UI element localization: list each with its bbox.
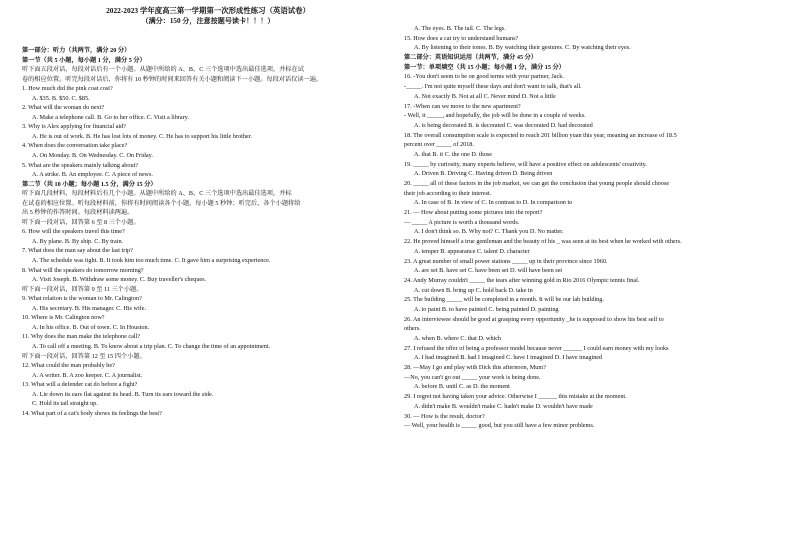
right-line: 21. — How about putting some pictures into the report? <box>404 209 543 217</box>
right-line: 20. _____ all of these factors in the job market, we can get the conclusion that young people should choose <box>404 180 670 187</box>
right-line: 18. The overall consumption scale is expected to reach 201 billion yuan this year, meaning an increase of 18.5 <box>404 131 677 139</box>
right-line: 19. _____ by curiosity, many experts believe, will have a positive effect on adolescents' creativity. <box>404 160 647 168</box>
left-line: 2. What will the woman do next? <box>22 104 105 112</box>
left-line: A. Lie down its ears flat against its head. B. Turn its ears toward the side. <box>32 390 214 398</box>
left-line: 13. What will a defender cat do before a fight? <box>22 381 138 389</box>
right-line: 22. He proved himself a true gentleman and the beauty of his _ was seen at its best when he worked with others. <box>404 238 682 246</box>
left-line: 7. What does the man say about the last trip? <box>22 247 133 255</box>
left-line: 听下面一段对话，回答第 12 至 15 四个小题。 <box>22 352 146 360</box>
left-line: A. Make a telephone call. B. Go to her office. C. Visit a library. <box>32 113 189 121</box>
right-line: their job according to their interest. <box>404 189 492 197</box>
left-line: 11. Why does the man make the telephone call? <box>22 333 141 341</box>
right-line: 第一节：单项填空（共 15 小题；每小题 1 分，满分 15 分） <box>404 63 565 71</box>
right-line: 26. An interviewee should be good at grasping every opportunity _he is supposed to show his best self to <box>404 315 664 323</box>
right-line: A. By listening to their tones. B. By watching their gestures. C. By watching their eyes. <box>414 44 631 52</box>
right-line: 23. A great number of small power stations _____ up in their province since 1960. <box>404 257 608 265</box>
left-line: 听下面一段对话，回答第 6 至 8 三个小题。 <box>22 218 140 226</box>
left-line: 6. How will the speakers travel this time? <box>22 228 125 236</box>
left-line: 第一节（共 5 小题，每小题 1 分，满分 5 分） <box>22 56 146 64</box>
right-line: - Well, it _____, and hopefully, the job will be done in a couple of weeks. <box>404 112 586 120</box>
left-line: 在试卷的相应位置。听每段材料前，你将有时间阅读各个小题，每小题 5 秒钟；听完后，各个小题将给 <box>22 199 301 207</box>
left-line: 14. What part of a cat's body shows its feelings the best? <box>22 409 162 417</box>
left-line: 3. Why is Alex applying for financial aid? <box>22 123 127 131</box>
right-line: A. are set B. have set C. have been set D. will have been set <box>414 267 563 275</box>
right-line: A. cut down B. bring up C. hold back D. take in <box>414 286 533 294</box>
left-line: A. $35. B. $50. C. $85. <box>32 94 90 102</box>
right-line: 17. -When can we move to the new apartment? <box>404 102 521 110</box>
left-line: 听下面几段材料，每段材料后有几个小题。从题中所给的 A、B、C 三个选项中选出最佳选项，并标 <box>22 190 292 198</box>
left-line: 9. What relation is the woman to Mr. Calington? <box>22 295 142 303</box>
left-line: 4. When does the conversation take place? <box>22 142 128 150</box>
right-lines <box>404 24 774 431</box>
exam-subtitle: （满分：150 分，注意按题号读卡！！！） <box>141 17 275 25</box>
right-line: — _____ A picture is worth a thousand words. <box>404 218 520 226</box>
left-line: A. A writer. B. A zoo keeper. C. A journalist. <box>32 371 143 379</box>
left-line: A. The schedule was tight. B. It took him too much time. C. It gave him a surprising experience. <box>32 257 271 265</box>
left-line: 出 5 秒钟的作答时间。每段材料读两遍。 <box>22 209 134 217</box>
left-line: A. By plane. B. By ship. C. By train. <box>32 237 124 245</box>
left-line: 8. What will the speakers do tomorrow morning? <box>22 266 144 274</box>
right-line: A. before B. until C. as D. the moment <box>414 383 510 391</box>
left-line: 12. What could the man probably be? <box>22 362 115 370</box>
right-line: 16. -You don't seem to be on good terms with your partner, Jack. <box>404 73 564 81</box>
left-line: 听下面五段对话，每段对话后有一个小题。从题中所给的 A、B、C 三个选项中选出最佳选项，并标在试 <box>22 66 304 74</box>
right-line: 28. —May I go and play with Dick this afternoon, Mum? <box>404 364 546 372</box>
left-line: A. A strike. B. An employee. C. A piece of news. <box>32 171 153 179</box>
right-line: A. didn't make B. wouldn't make C. hadn't make D. wouldn't have made <box>414 402 593 410</box>
left-line: C. Hold its tail straight up. <box>32 400 98 408</box>
exam-title: 2022-2023 学年度高三第一学期第一次形成性练习（英语试卷） <box>106 6 310 15</box>
right-line: A. to paint B. to have painted C. being painted D. painting <box>414 305 559 313</box>
left-line: 第二节（共 10 小题；每小题 1.5 分，满分 15 分） <box>22 180 157 188</box>
right-line: A. I don't think so. B. Why not? C. Thank you D. No matter. <box>414 228 564 236</box>
right-line: A. that B. it C. the one D. those <box>414 150 493 158</box>
right-line: — Well, your health is _____ good, but you still have a few minor problems. <box>404 422 595 430</box>
right-line: percent over _____ of 2018. <box>404 141 474 149</box>
right-line: 30. — How is the result, doctor? <box>404 412 485 420</box>
left-line: A. He is out of work. B. He has lost lots of money. C. He has to support his little brother. <box>32 132 252 140</box>
right-line: others. <box>404 325 421 333</box>
left-line: A. His secretary. B. His manager. C. His wife. <box>32 304 147 312</box>
right-line: A. when B. where C. that D. which <box>414 335 502 342</box>
left-line: A. Visit Joseph. B. Withdraw some money. C. Buy traveller's cheques. <box>32 276 207 284</box>
left-line: 10. Where is Mr. Calington now? <box>22 314 105 322</box>
left-lines <box>22 46 394 418</box>
right-line: -_____. I'm not quite myself these days and don't want to talk, that's all. <box>404 83 582 91</box>
left-line: A. To call off a meeting. B. To know about a trip plan. C. To change the time of an appointment. <box>32 342 271 350</box>
right-line: 29. I regret not having taken your advice. Otherwise I ______ this mistake at the moment. <box>404 393 627 401</box>
right-line: A. temper B. appearance C. talent D. character <box>414 247 530 255</box>
right-line: 24. Andy Murray couldn't _____ the tears after winning gold in Rio 2016 Olympic tennis final. <box>404 276 640 284</box>
right-line: A. Driven B. Driving C. Having driven D. Being driven <box>414 170 553 178</box>
right-line: —No, you can't go out _____ your work is being done. <box>404 373 541 381</box>
right-line: A. In case of B. In view of C. In contrast to D. In comparison to <box>414 199 573 207</box>
right-line: A. is being decorated B. is decorated C. was decorated D. had decorated <box>414 121 593 129</box>
left-line: A. On Monday. B. On Wednesday. C. On Friday. <box>32 152 153 160</box>
right-column <box>404 24 774 431</box>
right-line: A. I had imagined B. had I imagined C. have I imagined D. I have imagined <box>414 354 603 362</box>
right-line: 15. How does a cat try to understand humans? <box>404 34 519 42</box>
right-line: A. The eyes. B. The tail. C. The legs. <box>414 25 506 32</box>
right-line: 27. I refused the offer of being a professor model because never ______ I could earn money with my looks <box>404 344 669 352</box>
left-line: A. In his office. B. Out of town. C. In Houston. <box>32 323 150 331</box>
left-line: 5. What are the speakers mainly talking about? <box>22 161 139 169</box>
left-line: 卷的相应位置。听完每段对话后，你将有 10 秒钟的时间来回答有关小题和阅读下一小题。每段对话仅读一遍。 <box>22 75 323 83</box>
right-line: A. Not exactly B. Not at all C. Never mind D. Not a little <box>414 92 556 100</box>
right-line: 25. The building _____ will be completed in a month. It will be our lab building. <box>404 296 604 304</box>
left-line: 听下面一段对话，回答第 9 至 11 三个小题。 <box>22 285 143 293</box>
right-line: 第二部分：英语知识运用（共两节，满分 45 分） <box>404 54 538 62</box>
left-line: 第一部分：听力（共两节，满分 20 分） <box>22 47 131 54</box>
left-line: 1. How much did the pink coat cost? <box>22 85 113 93</box>
